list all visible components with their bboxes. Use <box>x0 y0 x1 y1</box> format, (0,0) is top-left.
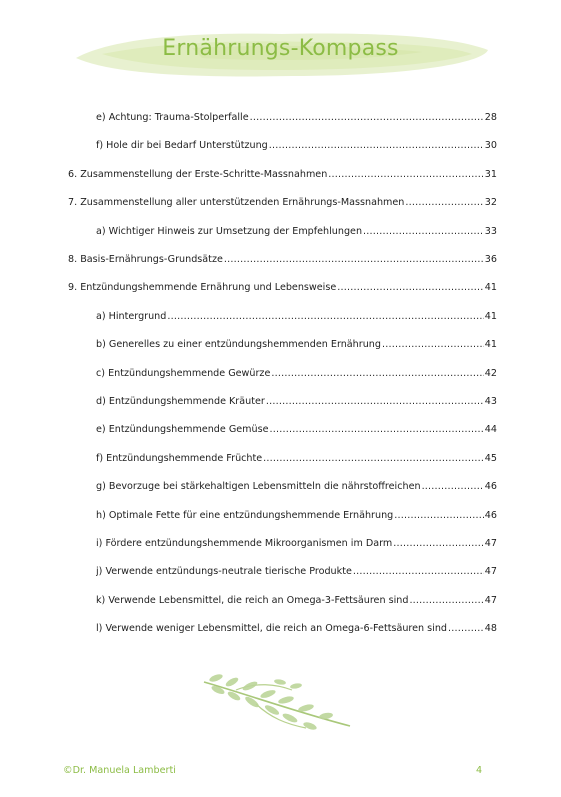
herb-sprig-icon <box>196 664 356 744</box>
toc-dot-leader <box>270 424 484 435</box>
toc-entry-label: d) Entzündungshemmende Kräuter <box>96 396 265 407</box>
toc-entry-page: 41 <box>484 310 497 322</box>
toc-entry-page: 31 <box>484 168 497 180</box>
toc-entry[interactable] <box>96 595 497 615</box>
toc-dot-leader <box>269 140 484 151</box>
toc-dot-leader <box>393 538 484 549</box>
toc-entry-label: 8. Basis-Ernährungs-Grundsätze <box>68 254 223 265</box>
toc-entry-label: 7. Zusammenstellung aller unterstützenden Ernährungs-Massnahmen <box>68 197 405 209</box>
toc-entry-page: 42 <box>484 367 497 379</box>
toc-entry-label: b) Generelles zu einer entzündungshemmenden Ernährung <box>96 339 381 351</box>
toc-entry-label: g) Bevorzuge bei stärkehaltigen Lebensmitteln die nährstoffreichen <box>96 481 421 493</box>
toc-entry-label: f) Entzündungshemmende Früchte <box>96 452 263 464</box>
toc-entry-page: 41 <box>484 282 497 294</box>
toc-entry-page: 43 <box>484 396 497 407</box>
footer-page-number: 4 <box>476 765 483 776</box>
toc-dot-leader <box>328 169 484 180</box>
toc-dot-leader <box>353 566 484 577</box>
toc-entry-label: a) Hintergrund <box>96 310 167 322</box>
toc-dot-leader <box>224 254 484 265</box>
toc-entry[interactable] <box>96 140 497 160</box>
toc-entry-label: e) Entzündungshemmende Gemüse <box>96 424 269 436</box>
toc-dot-leader <box>422 481 484 492</box>
toc-dot-leader <box>167 311 483 322</box>
toc-dot-leader <box>448 623 484 634</box>
toc-entry-page: 30 <box>484 140 497 152</box>
toc-entry-label: 9. Entzündungshemmende Ernährung und Lebensweise <box>68 282 337 294</box>
footer-copyright: ©Dr. Manuela Lamberti <box>63 765 176 776</box>
toc-entry[interactable] <box>68 197 497 217</box>
toc-entry-page: 33 <box>484 225 497 237</box>
toc-entry[interactable] <box>96 396 497 416</box>
toc-dot-leader <box>409 595 483 606</box>
toc-entry-page: 47 <box>484 594 497 606</box>
toc-entry-label: 6. Zusammenstellung der Erste-Schritte-Massnahmen <box>68 168 328 180</box>
toc-dot-leader <box>266 396 484 407</box>
toc-entry[interactable] <box>96 453 497 473</box>
toc-dot-leader <box>263 453 484 464</box>
toc-dot-leader <box>363 226 484 237</box>
toc-entry[interactable] <box>96 226 497 246</box>
toc-entry-label: f) Hole dir bei Bedarf Unterstützung <box>96 140 268 152</box>
toc-entry-label: h) Optimale Fette für eine entzündungshemmende Ernährung <box>96 509 394 521</box>
toc-entry-page: 47 <box>484 538 497 549</box>
toc-entry-label: j) Verwende entzündungs-neutrale tierische Produkte <box>96 566 352 578</box>
toc-entry[interactable] <box>96 339 497 359</box>
toc-entry-page: 36 <box>484 254 497 265</box>
toc-entry-page: 47 <box>484 566 497 578</box>
toc-entry-page: 32 <box>484 197 497 209</box>
toc-entry[interactable] <box>96 368 497 388</box>
toc-entry-page: 48 <box>484 623 497 635</box>
toc-entry[interactable] <box>68 169 497 189</box>
toc-entry-page: 28 <box>484 112 497 123</box>
toc-entry-page: 41 <box>484 339 497 351</box>
toc-entry[interactable] <box>96 510 497 530</box>
toc-entry-label: a) Wichtiger Hinweis zur Umsetzung der Empfehlungen <box>96 225 363 237</box>
toc-entry-label: i) Fördere entzündungshemmende Mikroorganismen im Darm <box>96 538 393 549</box>
toc-entry[interactable] <box>96 481 497 501</box>
toc-entry-page: 45 <box>484 452 497 464</box>
toc-entry[interactable] <box>68 254 497 274</box>
toc-dot-leader <box>250 112 484 123</box>
toc-dot-leader <box>337 282 484 293</box>
toc-entry[interactable] <box>96 538 497 558</box>
toc-entry-label: k) Verwende Lebensmittel, die reich an Omega-3-Fettsäuren sind <box>96 594 409 606</box>
document-title: Ernährungs-Kompass <box>162 36 399 61</box>
toc-entry-page: 46 <box>484 509 497 521</box>
toc-entry[interactable] <box>96 566 497 586</box>
toc-entry-label: e) Achtung: Trauma-Stolperfalle <box>96 112 249 123</box>
toc-entry[interactable] <box>96 424 497 444</box>
toc-dot-leader <box>394 510 484 521</box>
toc-entry[interactable] <box>96 112 497 132</box>
toc-entry-page: 44 <box>484 424 497 436</box>
toc-entry[interactable] <box>96 623 497 643</box>
toc-entry-label: c) Entzündungshemmende Gewürze <box>96 367 271 379</box>
toc-dot-leader <box>271 368 483 379</box>
toc-entry[interactable] <box>68 282 497 302</box>
toc-dot-leader <box>405 197 483 208</box>
toc-entry[interactable] <box>96 311 497 331</box>
toc-entry-label: l) Verwende weniger Lebensmittel, die reich an Omega-6-Fettsäuren sind <box>96 623 448 635</box>
toc-dot-leader <box>382 339 484 350</box>
toc-entry-page: 46 <box>484 481 497 493</box>
